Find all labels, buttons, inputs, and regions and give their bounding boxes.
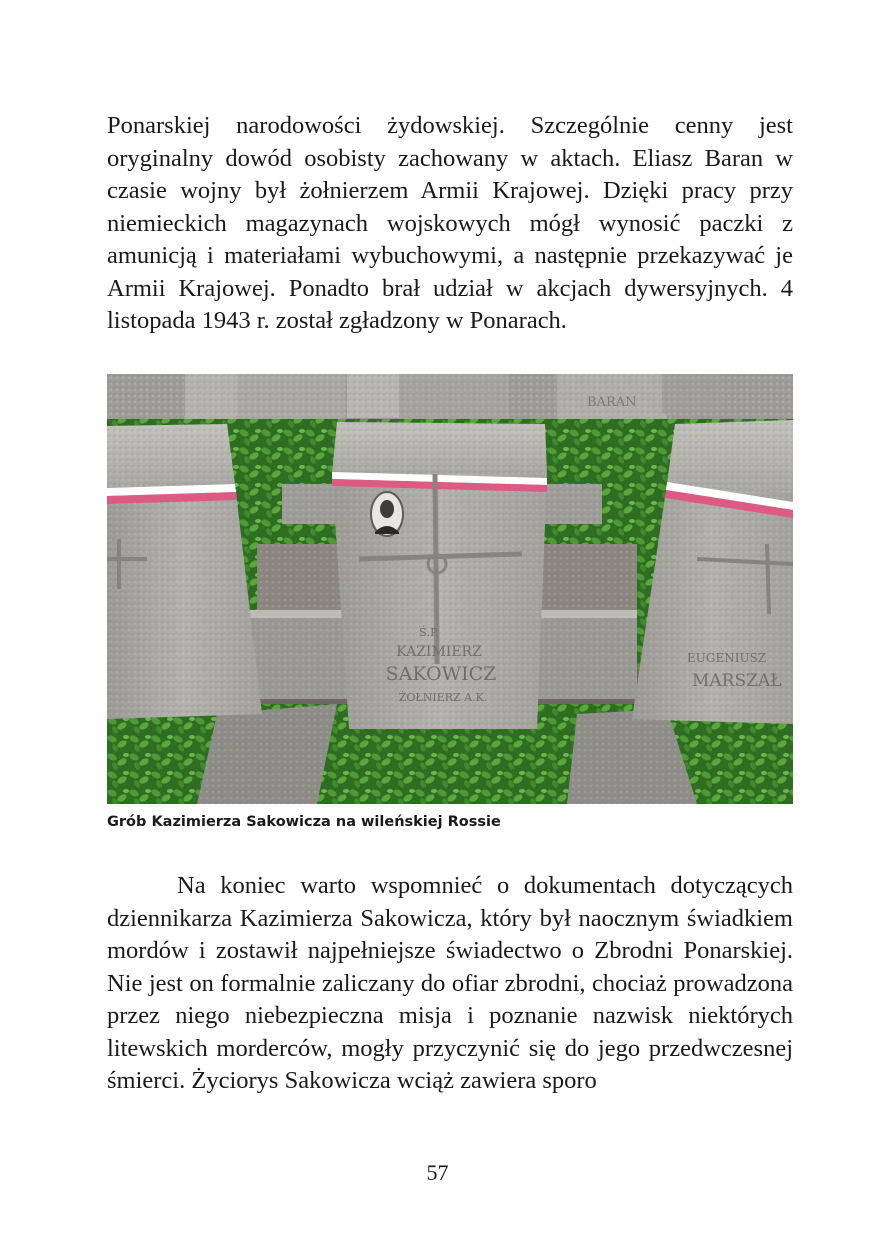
center-inscription-line-1: Ś.P. (419, 626, 439, 639)
body-paragraph-1: Ponarskiej narodowości żydowskiej. Szczególnie cenny jest oryginalny dowód osobisty zachowany w aktach. Eliasz Baran w czasie wojny był żołnierzem Armii Krajowej. Dzięki pracy przy niemieckich magazynach wojskowych mógł wynosić paczki z amunicją i materiałami wybuchowymi, a następnie przekazywać je Armii Krajowej. Ponadto brał udział w akcjach dywersyjnych. 4 listopada 1943 r. został zgładzony w Ponarach. (107, 112, 793, 334)
photo-caption: Grób Kazimierza Sakowicza na wileńskiej Rossie (107, 814, 501, 830)
right-inscription-line-1: EUGENIUSZ (687, 651, 767, 665)
center-tombstone (332, 422, 547, 729)
right-inscription-line-2: MARSZAŁ (692, 671, 782, 691)
body-paragraph-2: Na koniec warto wspomnieć o dokumentach dotyczących dziennikarza Kazimierza Sakowicza, który był naocznym świadkiem mordów i zostawił najpełniejsze świadectwo o Zbrodni Ponarskiej. Nie jest on formalnie zaliczany do ofiar zbrodni, chociaż prowadzona przez niego niebezpieczna misja i poznanie nazwisk niektórych litewskich morderców, mogły przyczynić się do jego przedwczesnej śmierci. Życiorys Sakowicza wciąż zawiera sporo (107, 872, 793, 1094)
center-inscription-line-2: KAZIMIERZ (396, 644, 482, 660)
back-inscription: BARAN (587, 395, 637, 410)
grave-photo (107, 374, 793, 804)
page-number: 57 (426, 1160, 449, 1185)
center-inscription-line-3: SAKOWICZ (385, 663, 497, 685)
center-inscription-line-4: ŻOŁNIERZ A.K. (398, 691, 488, 704)
